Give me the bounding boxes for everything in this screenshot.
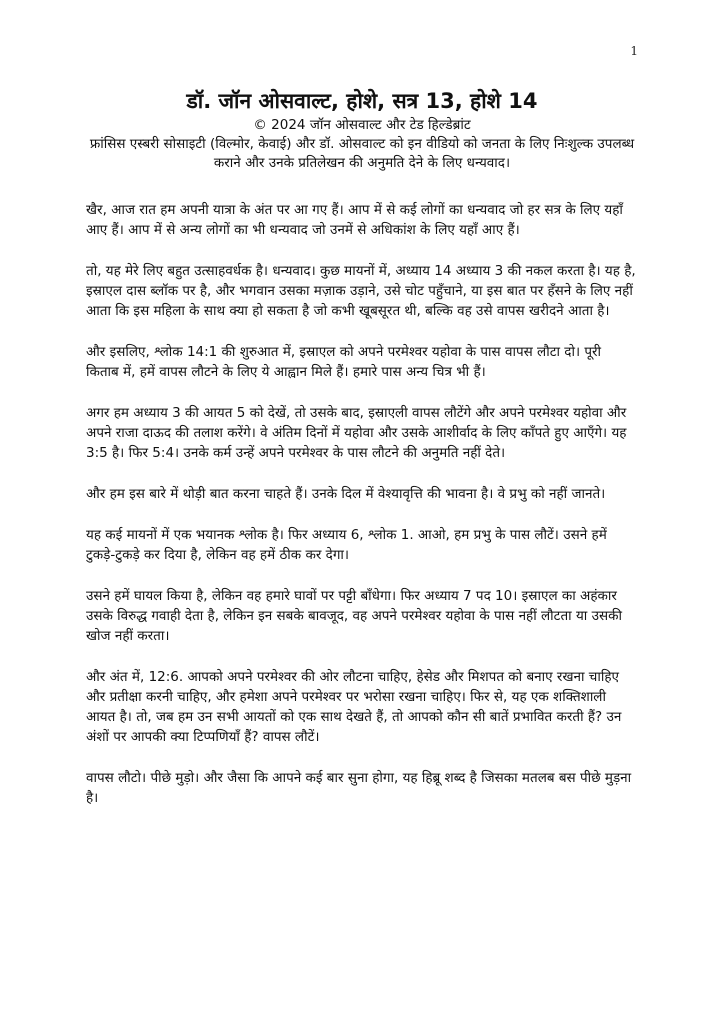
- page-number: 1: [630, 44, 638, 58]
- paragraph: और अंत में, 12:6. आपको अपने परमेश्वर की ओर लौटना चाहिए, हेसेड और मिशपत को बनाए रखना चाहिए और प्रतीक्षा करनी चाहिए, और हमेशा अपने परमेश्वर पर भरोसा रखना चाहिए। फिर से, यह एक शक्तिशाली आयत है। तो, जब हम उन सभी आयतों को एक साथ देखते हैं, तो आपको कौन सी बातें प्रभावित करती हैं? उन अंशों पर आपकी क्या टिप्पणियाँ हैं? वापस लौटें।: [86, 669, 622, 745]
- paragraph: अगर हम अध्याय 3 की आयत 5 को देखें, तो उसके बाद, इस्राएली वापस लौटेंगे और अपने परमेश्वर यहोवा और अपने राजा दाऊद की तलाश करेंगे। वे अंतिम दिनों में यहोवा और उसके आशीर्वाद के लिए काँपते हुए आएँगे। यह 3:5 है। फिर 5:4। उनके कर्म उन्हें अपने परमेश्वर के पास लौटने की अनुमति नहीं देते।: [86, 405, 627, 461]
- paragraph: खैर, आज रात हम अपनी यात्रा के अंत पर आ गए हैं। आप में से कई लोगों का धन्यवाद जो हर सत्र के लिए यहाँ आए हैं। आप में से अन्य लोगों का भी धन्यवाद जो उनमें से अधिकांश के लिए यहाँ आए हैं।: [86, 202, 623, 238]
- paragraph: और हम इस बारे में थोड़ी बात करना चाहते हैं। उनके दिल में वेश्यावृत्ति की भावना है। वे प्रभु को नहीं जानते।: [86, 486, 606, 502]
- paragraph: तो, यह मेरे लिए बहुत उत्साहवर्धक है। धन्यवाद। कुछ मायनों में, अध्याय 14 अध्याय 3 की नकल करता है। यह है, इस्राएल दास ब्लॉक पर है, और भगवान उसका मज़ाक उड़ाने, उसे चोट पहुँचाने, या इस बात पर हँसने के लिए नहीं आता कि इस महिला के साथ क्या हो सकता है जो कभी खूबसूरत थी, बल्कि वह उसे वापस खरीदने आता है।: [86, 263, 636, 319]
- acknowledgement: फ्रांसिस एस्बरी सोसाइटी (विल्मोर, केवाई) और डॉ. ओसवाल्ट को इन वीडियो को जनता के लिए निःशुल्क उपलब्ध कराने और उनके प्रतिलेखन की अनुमति देने के लिए धन्यवाद।: [89, 136, 635, 171]
- paragraph: यह कई मायनों में एक भयानक श्लोक है। फिर अध्याय 6, श्लोक 1. आओ, हम प्रभु के पास लौटें। उसने हमें टुकड़े-टुकड़े कर दिया है, लेकिन वह हमें ठीक कर देगा।: [86, 527, 607, 563]
- document-title: डॉ. जॉन ओसवाल्ट, होशे, सत्र 13, होशे 14: [186, 89, 538, 113]
- document-body: [86, 200, 638, 829]
- paragraph: और इसलिए, श्लोक 14:1 की शुरुआत में, इस्राएल को अपने परमेश्वर यहोवा के पास वापस लौटा दो। पूरी किताब में, हमें वापस लौटने के लिए ये आह्वान मिले हैं। हमारे पास अन्य चित्र भी हैं।: [86, 344, 602, 380]
- paragraph: उसने हमें घायल किया है, लेकिन वह हमारे घावों पर पट्टी बाँधेगा। फिर अध्याय 7 पद 10। इस्राएल का अहंकार उसके विरुद्ध गवाही देता है, लेकिन इन सबके बावजूद, वह अपने परमेश्वर यहोवा के पास नहीं लौटता या उसकी खोज नहीं करता।: [86, 588, 622, 644]
- paragraph: वापस लौटो। पीछे मुड़ो। और जैसा कि आपने कई बार सुना होगा, यह हिब्रू शब्द है जिसका मतलब बस पीछे मुड़ना है।: [86, 770, 632, 806]
- copyright-line: © 2024 जॉन ओसवाल्ट और टेड हिल्डेब्रांट: [253, 117, 471, 133]
- document-header: [86, 86, 638, 173]
